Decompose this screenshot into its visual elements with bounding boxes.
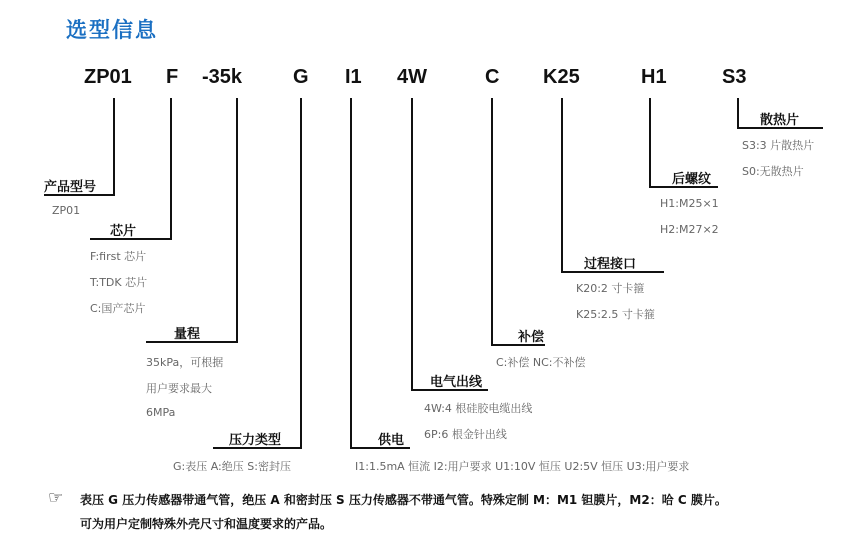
- note-line-2: 可为用户定制特殊外壳尺寸和温度要求的产品。: [80, 517, 333, 531]
- nut-option-2: H2:M27×2: [660, 223, 719, 236]
- range-option-2: 用户要求最大: [146, 382, 212, 395]
- compensation-option-1: C:补偿 NC:不补偿: [496, 356, 586, 369]
- code-output: 4W: [397, 66, 427, 88]
- heatsink-option-2: S0:无散热片: [742, 165, 804, 178]
- line-compensation: [492, 98, 545, 345]
- pressure-type-option-1: G:表压 A:绝压 S:密封压: [173, 460, 291, 473]
- line-range: [146, 98, 237, 342]
- page-title: 选型信息: [66, 18, 158, 42]
- line-pressure-type: [213, 98, 301, 448]
- code-compensation: C: [485, 66, 500, 88]
- interface-option-1: K20:2 寸卡箍: [576, 282, 645, 295]
- line-power: [351, 98, 410, 448]
- range-label: 量程: [174, 327, 201, 342]
- line-chip: [90, 98, 171, 239]
- heatsink-option-1: S3:3 片散热片: [742, 139, 815, 152]
- chip-option-1: F:first 芯片: [90, 250, 147, 263]
- chip-label: 芯片: [110, 224, 137, 239]
- output-option-1: 4W:4 根硅胶电缆出线: [424, 402, 533, 415]
- code-interface: K25: [543, 66, 580, 88]
- output-option-2: 6P:6 根金针出线: [424, 428, 507, 441]
- interface-option-2: K25:2.5 寸卡箍: [576, 308, 655, 321]
- range-option-1: 35kPa，可根据: [146, 356, 224, 369]
- model-label: 产品型号: [44, 180, 97, 195]
- code-range: -35k: [202, 66, 243, 88]
- note-line-1: 表压 G 压力传感器带通气管，绝压 A 和密封压 S 压力传感器不带通气管。特殊定制 M：M1 钽膜片，M2：哈 C 膜片。: [80, 493, 727, 507]
- code-model: ZP01: [84, 66, 132, 88]
- nut-option-1: H1:M25×1: [660, 197, 719, 210]
- compensation-label: 补偿: [518, 330, 545, 345]
- code-power: I1: [345, 66, 362, 88]
- interface-label: 过程接口: [584, 257, 637, 272]
- heatsink-label: 散热片: [760, 113, 800, 128]
- code-chip: F: [166, 66, 179, 88]
- chip-option-3: C:国产芯片: [90, 302, 146, 315]
- nut-label: 后螺纹: [672, 172, 712, 187]
- range-option-3: 6MPa: [146, 406, 176, 419]
- code-heatsink: S3: [722, 66, 747, 88]
- pointing-hand-icon: ☞: [48, 488, 64, 508]
- power-option-1: I1:1.5mA 恒流 I2:用户要求 U1:10V 恒压 U2:5V 恒压 U3:用户要求: [355, 460, 690, 473]
- power-label: 供电: [378, 433, 405, 448]
- output-label: 电气出线: [430, 375, 483, 390]
- code-nut: H1: [641, 66, 667, 88]
- line-output: [412, 98, 488, 390]
- pressure-type-label: 压力类型: [229, 433, 282, 448]
- code-pressure-type: G: [293, 66, 309, 88]
- model-option-1: ZP01: [52, 204, 81, 217]
- line-interface: [562, 98, 664, 272]
- chip-option-2: T:TDK 芯片: [90, 276, 148, 289]
